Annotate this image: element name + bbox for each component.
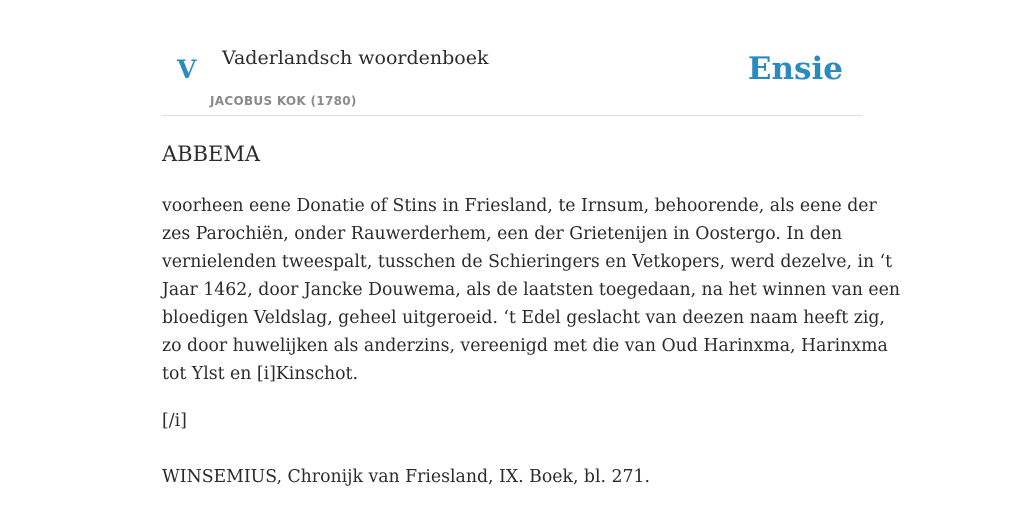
entry-body-line: zes Parochiën, onder Rauwerderhem, een der Grietenijen in Oostergo. In den [162, 224, 843, 244]
entry-body-line: Jaar 1462, door Jancke Douwema, als de laatsten toegedaan, na het winnen van een [162, 280, 900, 300]
entry-body-line: voorheen eene Donatie of Stins in Friesland, te Irnsum, behoorende, als eene der [162, 196, 877, 216]
ensie-logo-link[interactable]: Ensie [747, 51, 843, 87]
entry-body-line: bloedigen Veldslag, geheel uitgeroeid. ‘t Edel geslacht van deezen naam heeft zig, [162, 308, 885, 328]
entry-closing-tag: [/i] [162, 411, 187, 431]
book-letter-badge: V [177, 55, 197, 84]
book-header [162, 0, 862, 116]
entry-body-line: tot Ylst en [i]Kinschot. [162, 364, 358, 384]
page-container [162, 0, 900, 487]
entry-source: WINSEMIUS, Chronijk van Friesland, IX. Boek, bl. 271. [162, 467, 650, 487]
entry-body-line: zo door huwelijken als anderzins, vereenigd met die van Oud Harinxma, Harinxma [162, 336, 888, 356]
book-author: JACOBUS KOK (1780) [210, 94, 357, 108]
book-title-link[interactable]: Vaderlandsch woordenboek [222, 47, 489, 69]
entry-body-line: vernielenden tweespalt, tusschen de Schieringers en Vetkopers, werd dezelve, in ‘t [162, 252, 893, 272]
entry-title: ABBEMA [162, 142, 261, 166]
entry-body [162, 192, 900, 388]
